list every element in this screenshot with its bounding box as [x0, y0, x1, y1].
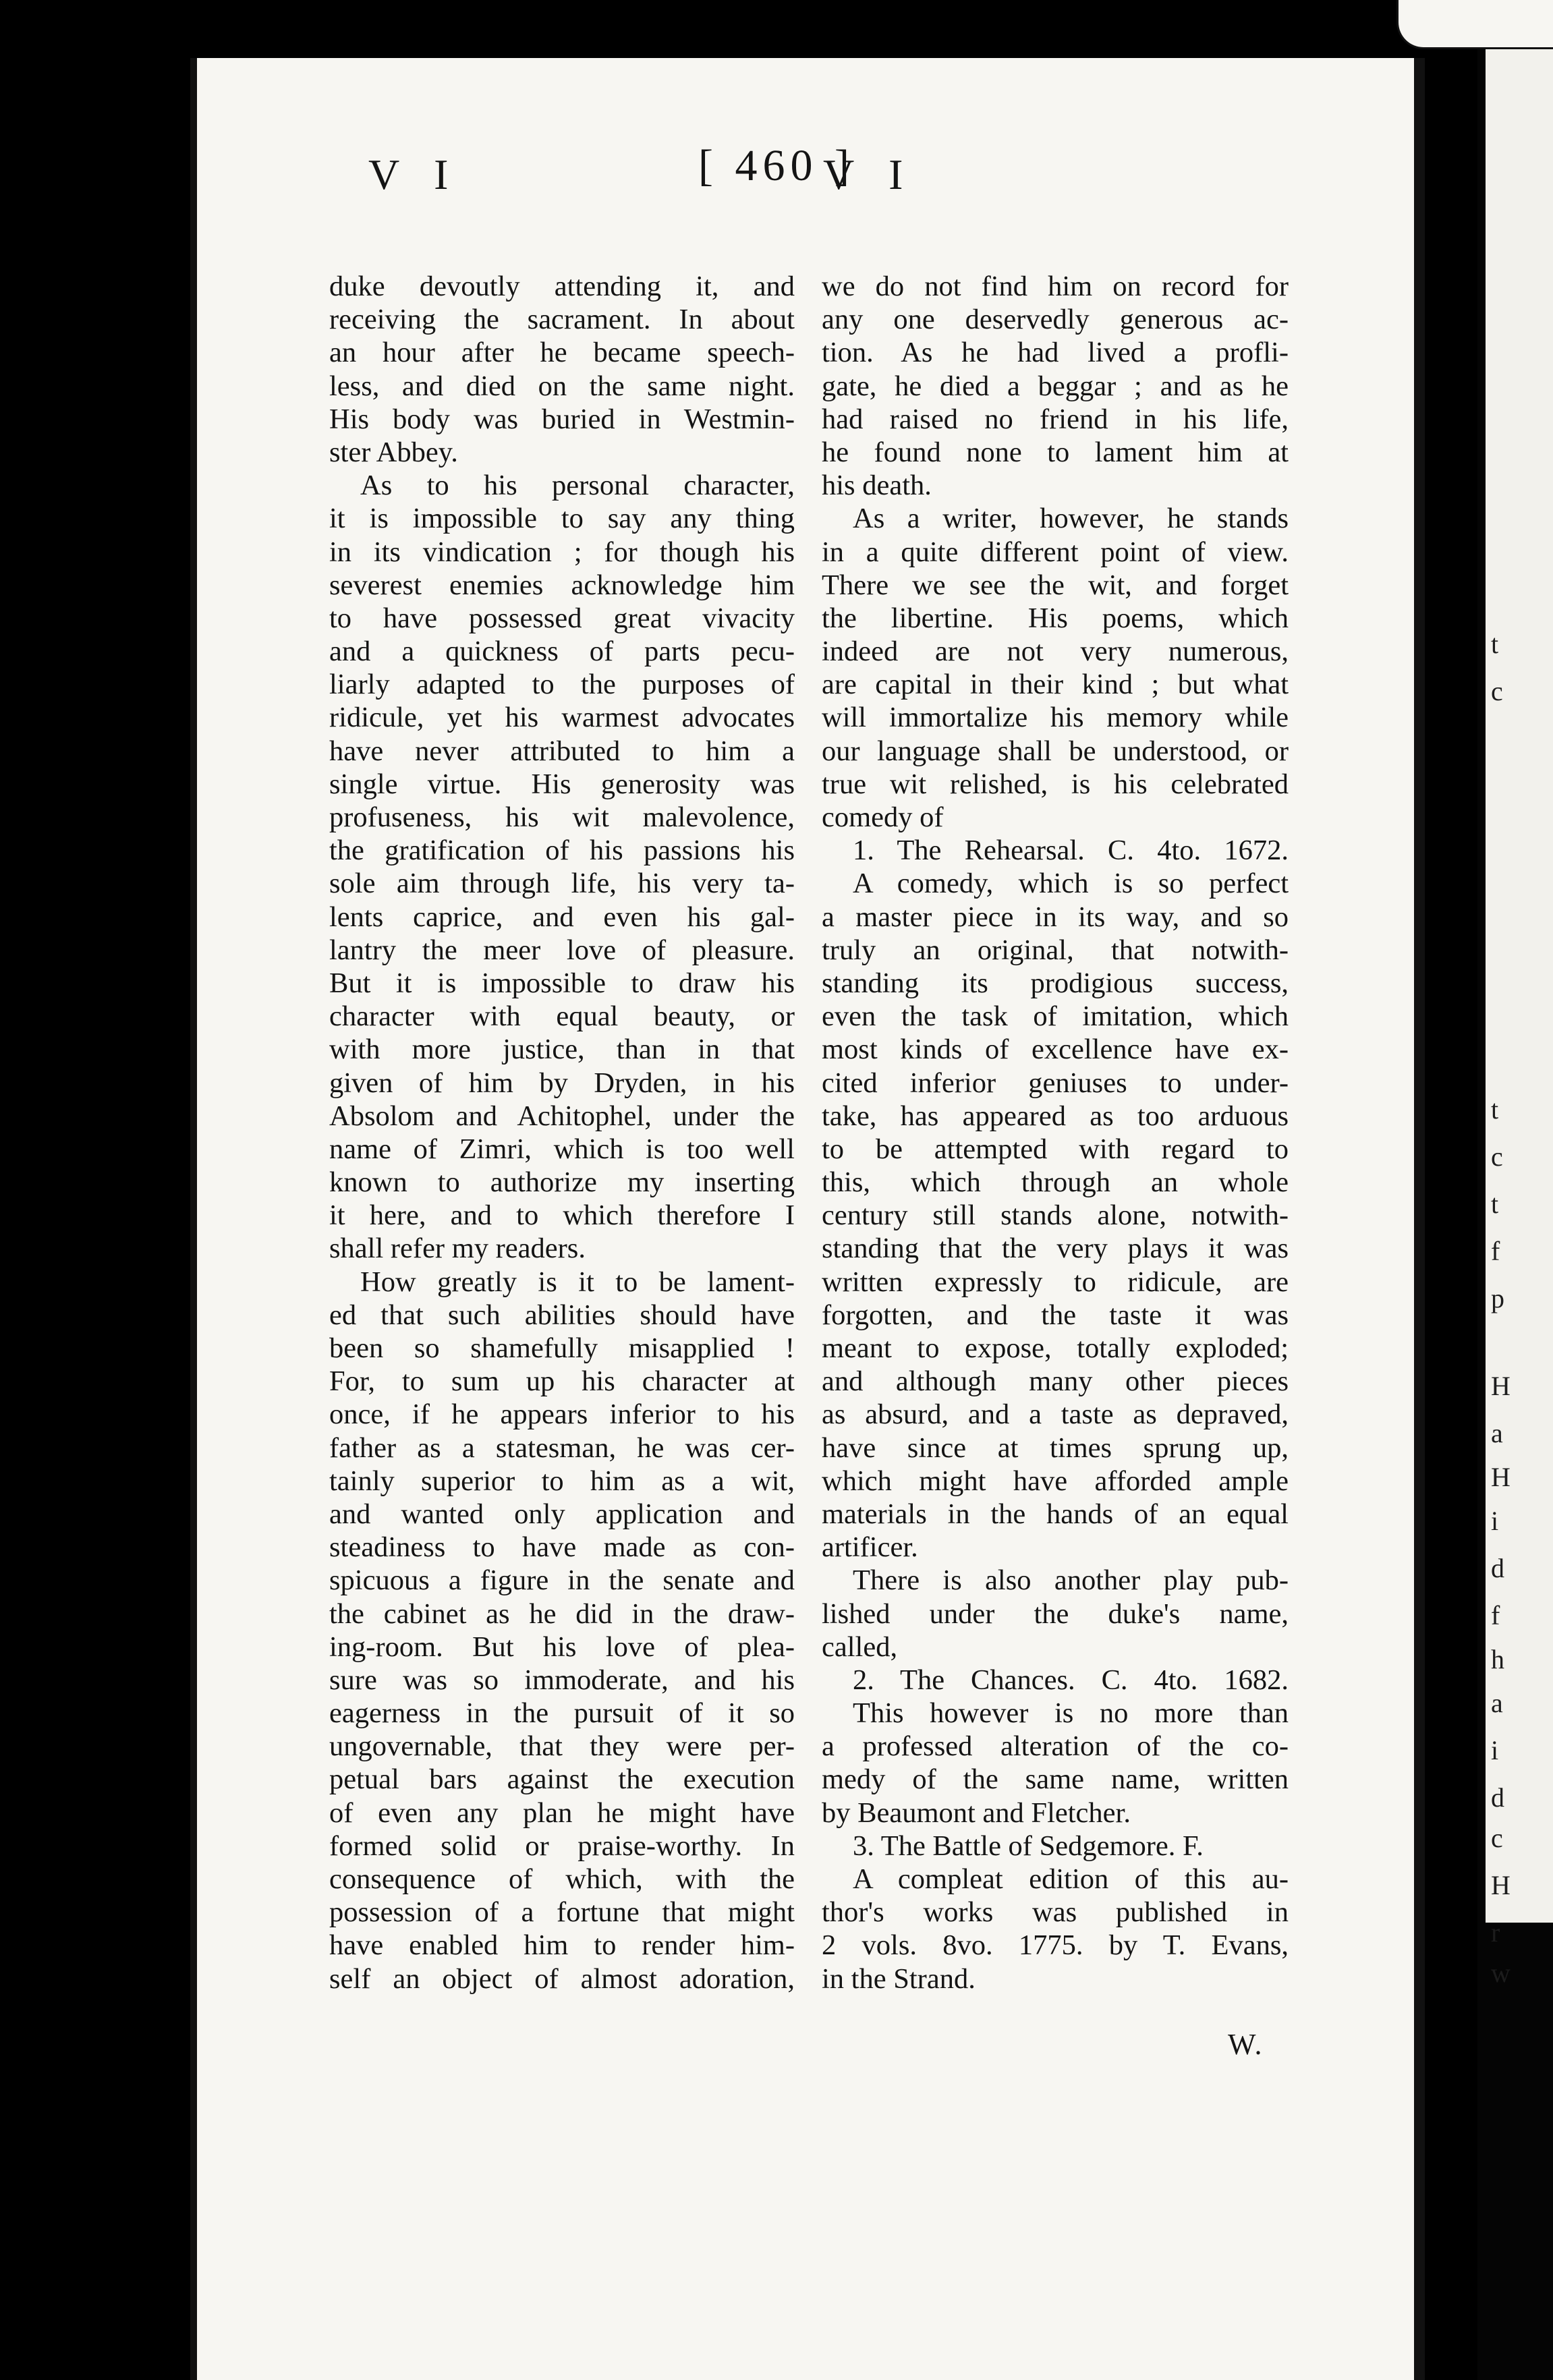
text-line: standing that the very plays it was: [822, 1232, 1289, 1265]
bleed-letter: p: [1491, 1283, 1504, 1313]
text-line: single virtue. His generosity was: [329, 768, 795, 800]
text-line: steadiness to have made as con-: [329, 1531, 795, 1564]
text-line: His body was buried in Westmin-: [329, 403, 795, 435]
text-line: But it is impossible to draw his: [329, 967, 795, 999]
bleed-letter: a: [1491, 1688, 1503, 1718]
text-line: comedy of: [822, 801, 944, 833]
text-line: forgotten, and the taste it was: [822, 1299, 1289, 1331]
text-line: cited inferior geniuses to under-: [822, 1067, 1289, 1099]
text-line: ster Abbey.: [329, 436, 458, 468]
bleed-letter: c: [1491, 1141, 1503, 1172]
text-line: in a quite different point of view.: [822, 536, 1289, 568]
text-line: lished under the duke's name,: [822, 1597, 1289, 1630]
text-line: been so shamefully misapplied !: [329, 1332, 795, 1364]
text-line: father as a statesman, he was cer-: [329, 1432, 795, 1464]
text-line: As to his personal character,: [360, 470, 795, 502]
bleed-letter: c: [1491, 1823, 1503, 1853]
bleed-letter: f: [1491, 1236, 1500, 1266]
bleed-letter: w: [1491, 1958, 1510, 1988]
text-line: to have possessed great vivacity: [329, 602, 795, 634]
text-line: century still stands alone, notwith-: [822, 1199, 1289, 1232]
facing-page-strip: [1486, 47, 1553, 1923]
text-line: As a writer, however, he stands: [853, 503, 1289, 535]
text-line: any one deservedly generous ac-: [822, 304, 1289, 336]
bleed-letter: d: [1491, 1782, 1504, 1813]
text-line: receiving the sacrament. In about: [329, 304, 795, 336]
bleed-letter: H: [1491, 1870, 1510, 1900]
text-line: shall refer my readers.: [329, 1232, 586, 1265]
text-line: medy of the same name, written: [822, 1763, 1289, 1796]
running-head-right: V I: [823, 150, 915, 198]
running-head-left: V I: [368, 150, 461, 198]
text-line: will immortalize his memory while: [822, 702, 1289, 734]
bleed-letter: c: [1491, 676, 1503, 706]
text-line: a master piece in its way, and so: [822, 901, 1289, 933]
page-edge-shadow: [1414, 58, 1425, 2380]
facing-page-corner: [1396, 0, 1553, 49]
text-line: gate, he died a beggar ; and as he: [822, 370, 1289, 402]
text-line: 2 vols. 8vo. 1775. by T. Evans,: [822, 1929, 1289, 1962]
text-line: are capital in their kind ; but what: [822, 669, 1289, 701]
text-line: A comedy, which is so perfect: [853, 868, 1289, 900]
text-line: to be attempted with regard to: [822, 1133, 1289, 1165]
text-line: once, if he appears inferior to his: [329, 1398, 795, 1431]
text-line: lents caprice, and even his gal-: [329, 901, 795, 933]
text-line: sure was so immoderate, and his: [329, 1664, 795, 1696]
text-line: There is also another play pub-: [853, 1564, 1289, 1597]
text-line: artificer.: [822, 1531, 918, 1564]
text-line: severest enemies acknowledge him: [329, 569, 795, 601]
text-line: ed that such abilities should have: [329, 1299, 795, 1331]
text-line: with more justice, than in that: [329, 1033, 795, 1066]
text-line: in its vindication ; for though his: [329, 536, 795, 568]
text-line: meant to expose, totally exploded;: [822, 1332, 1289, 1364]
text-line: and although many other pieces: [822, 1365, 1289, 1398]
text-line: thor's works was published in: [822, 1896, 1289, 1929]
text-line: most kinds of excellence have ex-: [822, 1033, 1289, 1066]
text-line: truly an original, that notwith-: [822, 934, 1289, 966]
text-line: eagerness in the pursuit of it so: [329, 1697, 795, 1730]
text-line: which might have afforded ample: [822, 1465, 1289, 1497]
text-line: 1. The Rehearsal. C. 4to. 1672.: [853, 834, 1289, 867]
text-line: character with equal beauty, or: [329, 1000, 795, 1033]
text-line: ing-room. But his love of plea-: [329, 1631, 795, 1663]
text-line: his death.: [822, 470, 932, 502]
text-line: our language shall be understood, or: [822, 735, 1289, 767]
text-line: ungovernable, that they were per-: [329, 1730, 795, 1763]
text-line: sole aim through life, his very ta-: [329, 868, 795, 900]
text-line: A compleat edition of this au-: [853, 1863, 1289, 1895]
text-line: of even any plan he might have: [329, 1796, 795, 1829]
text-line: in the Strand.: [822, 1962, 976, 1995]
text-line: formed solid or praise-worthy. In: [329, 1830, 795, 1862]
text-line: the cabinet as he did in the draw-: [329, 1597, 795, 1630]
text-line: the libertine. His poems, which: [822, 602, 1289, 634]
text-line: tion. As he had lived a profli-: [822, 337, 1289, 369]
text-line: as absurd, and a taste as depraved,: [822, 1398, 1289, 1431]
text-line: known to authorize my inserting: [329, 1166, 795, 1199]
text-line: spicuous a figure in the senate and: [329, 1564, 795, 1597]
text-line: consequence of which, with the: [329, 1863, 795, 1895]
text-line: 2. The Chances. C. 4to. 1682.: [853, 1664, 1289, 1696]
text-line: less, and died on the same night.: [329, 370, 795, 402]
text-line: tainly superior to him as a wit,: [329, 1465, 795, 1497]
text-line: possession of a fortune that might: [329, 1896, 795, 1929]
text-line: called,: [822, 1631, 898, 1663]
bleed-letter: a: [1491, 1418, 1503, 1448]
text-line: true wit relished, is his celebrated: [822, 768, 1289, 800]
text-line: and a quickness of parts pecu-: [329, 635, 795, 668]
text-line: indeed are not very numerous,: [822, 635, 1289, 668]
text-line: written expressly to ridicule, are: [822, 1266, 1289, 1298]
text-line: and wanted only application and: [329, 1498, 795, 1530]
text-line: it is impossible to say any thing: [329, 503, 795, 535]
text-line: take, has appeared as too arduous: [822, 1100, 1289, 1132]
text-line: ridicule, yet his warmest advocates: [329, 702, 795, 734]
bleed-letter: d: [1491, 1553, 1504, 1583]
text-line: have enabled him to render him-: [329, 1929, 795, 1962]
bleed-letter: H: [1491, 1371, 1510, 1401]
text-line: by Beaumont and Fletcher.: [822, 1796, 1131, 1829]
bleed-letter: f: [1491, 1600, 1500, 1631]
right-column: [822, 270, 1289, 1995]
text-line: There we see the wit, and forget: [822, 569, 1289, 601]
text-line: materials in the hands of an equal: [822, 1498, 1289, 1530]
bleed-letter: H: [1491, 1462, 1510, 1492]
text-line: have never attributed to him a: [329, 735, 795, 767]
text-line: we do not find him on record for: [822, 271, 1289, 302]
text-line: duke devoutly attending it, and: [329, 271, 795, 302]
text-line: self an object of almost adoration,: [329, 1962, 795, 1995]
text-line: even the task of imitation, which: [822, 1000, 1289, 1033]
text-line: it here, and to which therefore I: [329, 1199, 795, 1232]
bleed-letter: i: [1491, 1735, 1499, 1765]
text-line: a professed alteration of the co-: [822, 1730, 1289, 1763]
text-line: profuseness, his wit malevolence,: [329, 801, 795, 833]
text-line: 3. The Battle of Sedgemore. F.: [853, 1830, 1204, 1862]
bleed-letter: t: [1491, 1094, 1499, 1125]
page-gutter-shadow: [190, 58, 197, 2380]
bleed-letter: h: [1491, 1644, 1504, 1674]
text-line: This however is no more than: [853, 1697, 1289, 1730]
text-line: standing its prodigious success,: [822, 967, 1289, 999]
text-line: Absolom and Achitophel, under the: [329, 1100, 795, 1132]
text-line: petual bars against the execution: [329, 1763, 795, 1796]
bleed-letter: r: [1491, 1917, 1500, 1948]
bleed-letter: t: [1491, 1189, 1499, 1219]
text-line: For, to sum up his character at: [329, 1365, 795, 1398]
text-line: have since at times sprung up,: [822, 1432, 1289, 1464]
bleed-letter: i: [1491, 1506, 1499, 1536]
text-line: liarly adapted to the purposes of: [329, 669, 795, 701]
text-line: the gratification of his passions his: [329, 834, 795, 867]
catchword: W.: [1228, 2028, 1264, 2061]
text-line: had raised no friend in his life,: [822, 403, 1289, 435]
text-line: lantry the meer love of pleasure.: [329, 934, 795, 966]
text-line: given of him by Dryden, in his: [329, 1067, 795, 1099]
text-line: this, which through an whole: [822, 1166, 1289, 1199]
left-column: [329, 270, 795, 1995]
text-line: How greatly is it to be lament-: [360, 1266, 795, 1298]
bleed-letter: t: [1491, 629, 1499, 659]
text-line: an hour after he became speech-: [329, 337, 795, 369]
text-line: he found none to lament him at: [822, 436, 1289, 468]
text-line: name of Zimri, which is too well: [329, 1133, 795, 1165]
page-number: [ 460 ]: [698, 141, 855, 190]
